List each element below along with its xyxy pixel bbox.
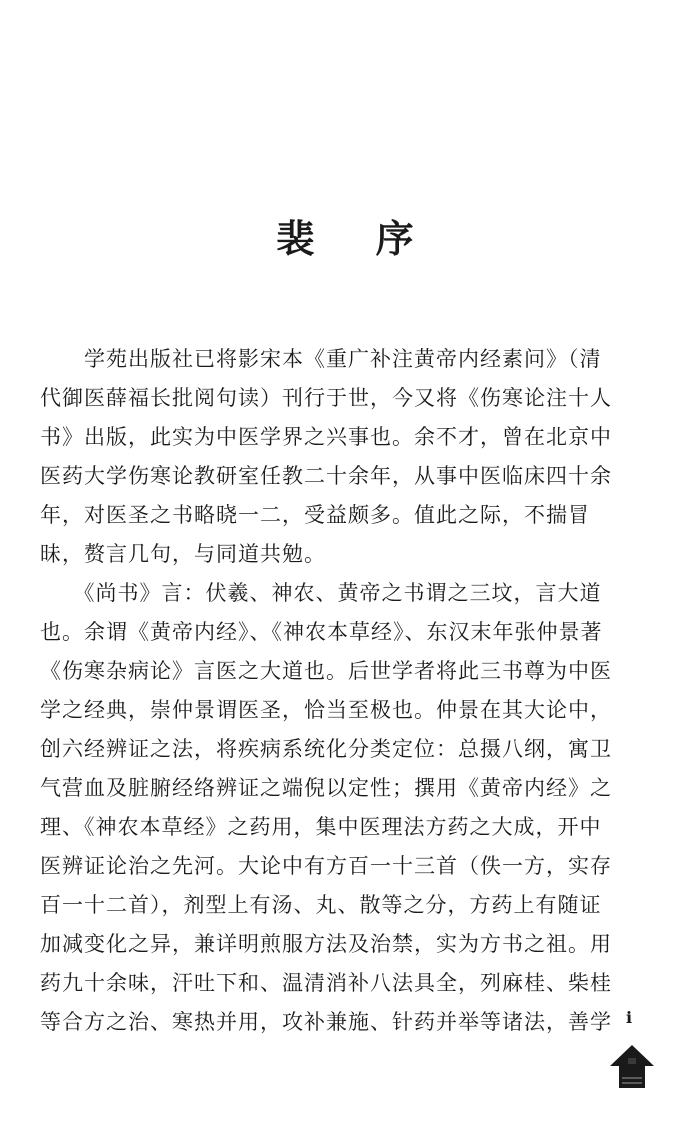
text-line: 学之经典，崇仲景谓医圣，恰当至极也。仲景在其大论中， xyxy=(40,698,612,722)
text-line: 气营血及脏腑经络辨证之端倪以定性；撰用《黄帝内经》之 xyxy=(40,776,612,800)
text-line: 药九十余味，汗吐下和、温清消补八法具全，列麻桂、柴桂 xyxy=(40,971,612,995)
page-title: 裴 序 xyxy=(276,217,438,261)
text-line: 加减变化之异，兼详明煎服方法及治禁，实为方书之祖。用 xyxy=(40,932,612,956)
text-line: 昧，赘言几句，与同道共勉。 xyxy=(40,542,326,566)
body-text xyxy=(40,340,612,1042)
text-line: 《伤寒杂病论》言医之大道也。后世学者将此三书尊为中医 xyxy=(40,659,612,683)
text-line: 医辨证论治之先河。大论中有方百一十三首（佚一方，实存 xyxy=(40,854,612,878)
text-line: 代御医薛福长批阅句读）刊行于世，今又将《伤寒论注十人 xyxy=(40,386,612,410)
text-line: 理、《神农本草经》之药用，集中医理法方药之大成，开中 xyxy=(40,815,602,839)
text-line: 医药大学伤寒论教研室任教二十余年，从事中医临床四十余 xyxy=(40,464,612,488)
text-line: 学苑出版社已将影宋本《重广补注黄帝内经素问》（清 xyxy=(40,347,602,371)
text-line: 创六经辨证之法，将疾病系统化分类定位：总摄八纲，寓卫 xyxy=(40,737,612,761)
text-line: 年，对医圣之书略晓一二，受益颇多。值此之际，不揣冒 xyxy=(40,503,590,527)
page-number: i xyxy=(626,1008,633,1027)
text-line: 《尚书》言：伏羲、神农、黄帝之书谓之三坟，言大道 xyxy=(40,581,602,605)
text-line: 书》出版，此实为中医学界之兴事也。余不才，曾在北京中 xyxy=(40,425,612,449)
text-line: 等合方之治、寒热并用，攻补兼施、针药并举等诸法，善学 xyxy=(40,1010,612,1034)
home-arrow-icon[interactable] xyxy=(608,1044,656,1090)
text-line: 也。余谓《黄帝内经》、《神农本草经》、东汉末年张仲景著 xyxy=(40,620,603,644)
text-line: 百一十二首），剂型上有汤、丸、散等之分，方药上有随证 xyxy=(40,893,602,917)
